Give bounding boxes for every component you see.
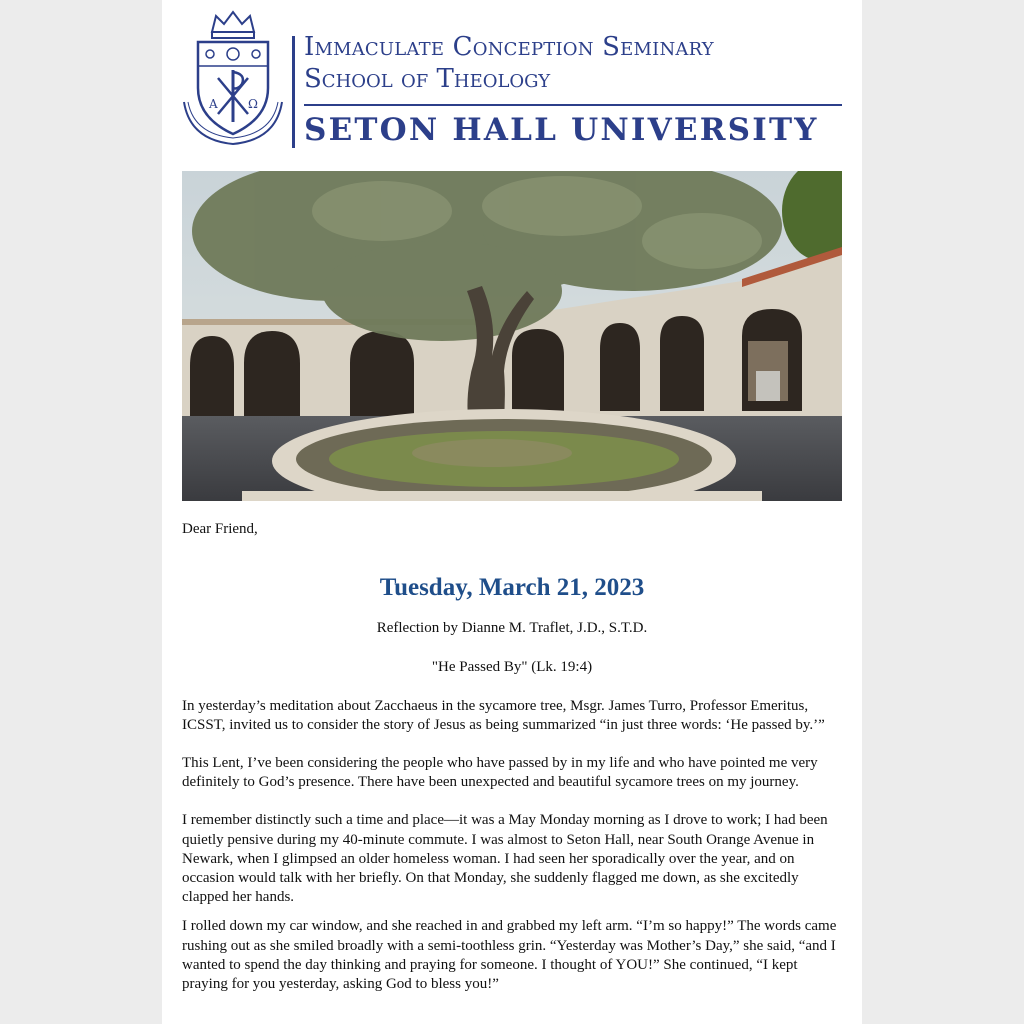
scripture-reference: "He Passed By" (Lk. 19:4) bbox=[431, 659, 593, 676]
svg-text:Ω: Ω bbox=[248, 97, 258, 111]
seminary-name: Immaculate Conception Seminary bbox=[304, 32, 714, 62]
seminary-crest-icon bbox=[182, 10, 284, 148]
school-name: School of Theology bbox=[304, 64, 551, 94]
seminary-header bbox=[182, 8, 842, 150]
header-divider-vertical bbox=[292, 36, 295, 148]
reflection-date: Tuesday, March 21, 2023 bbox=[379, 574, 645, 602]
email-page bbox=[162, 0, 862, 1024]
header-divider-horizontal bbox=[304, 104, 842, 106]
paragraph: This Lent, I’ve been considering the people who have passed by in my life and who have pointed me very definitely to God’s presence. There have been unexpected and beautiful sycamore trees on my journey. bbox=[182, 755, 818, 791]
paragraph: I remember distinctly such a time and place—it was a May Monday morning as I drove to work; I had been quietly pensive during my 40-minute commute. I was almost to Seton Hall, near South Orange Avenue in Newark, when I glimpsed an older homeless woman. I had seen her sporadically over the year, and on occasion would talk with her briefly. On that Monday, she suddenly flagged me down, as she excitedly clapped her hands. bbox=[182, 812, 828, 906]
email-body bbox=[182, 520, 842, 994]
university-name: SETON HALL UNIVERSITY bbox=[304, 112, 819, 148]
paragraph: In yesterday’s meditation about Zacchaeus in the sycamore tree, Msgr. James Turro, Professor Emeritus, ICSST, invited us to consider the story of Jesus as being summarized “in just three words: ‘He passed by.’” bbox=[182, 697, 825, 733]
byline: Reflection by Dianne M. Traflet, J.D., S.T.D. bbox=[376, 620, 648, 637]
svg-text:A: A bbox=[209, 97, 218, 111]
paragraph: I rolled down my car window, and she reached in and grabbed my left arm. “I’m so happy!” The words came rushing out as she smiled broadly with a semi-toothless grin. “Yesterday was Mother’s Day,” she said, “and I wanted to spend the day thinking and praying for someone. I thought of YOU!” She continued, “I kept praying for you yesterday, asking God to bless you!” bbox=[182, 918, 837, 993]
olive-tree-courtyard-photo bbox=[182, 171, 842, 501]
greeting: Dear Friend, bbox=[182, 521, 258, 537]
